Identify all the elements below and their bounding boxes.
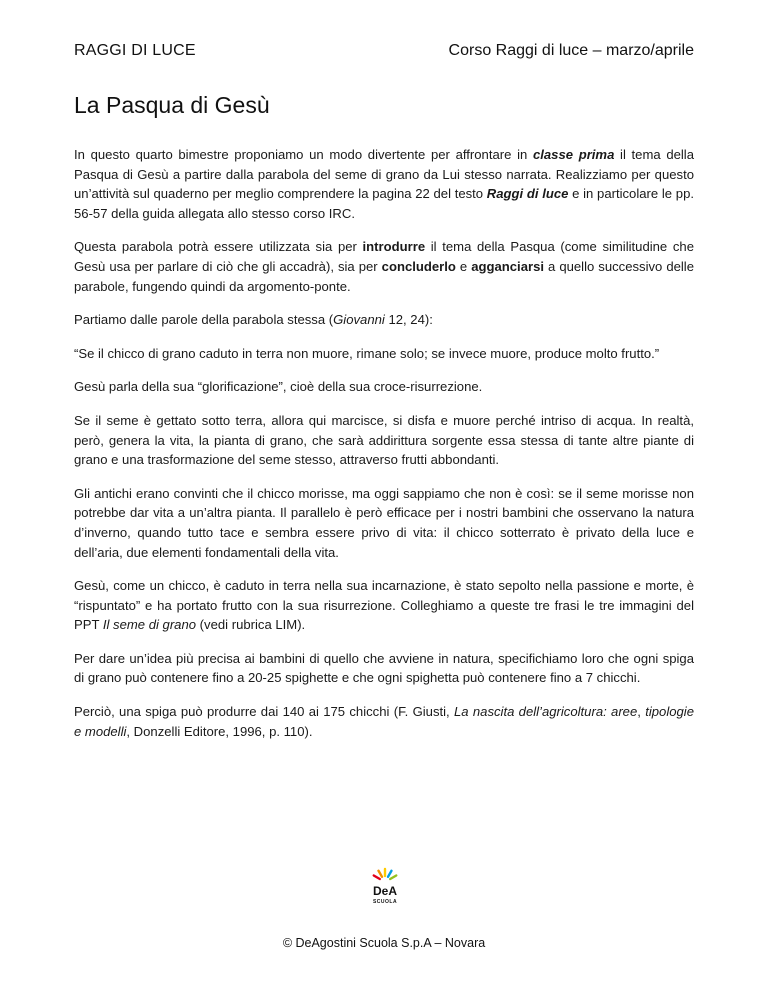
text-run: Partiamo dalle parole della parabola stessa ( [74,312,334,328]
paragraph-2 [74,237,694,296]
bold-introdurre: introdurre [362,239,426,255]
paragraph-4-quote: “Se il chicco di grano caduto in terra non muore, rimane solo; se invece muore, produce molto frutto.” [74,345,660,361]
logo-sub: SCUOLA [372,899,398,905]
italic-book-ref: La nascita dell’agricoltura: aree [454,704,638,720]
page-title: La Pasqua di Gesù [74,92,270,118]
emphasis-book-title: Raggi di luce [486,186,569,202]
paragraph-10 [74,702,694,741]
paragraph-7: Gli antichi erano convinti che il chicco morisse, ma oggi sappiamo che non è così: se il seme morisse non potrebbe dar vita a un’altra pianta. Il parallelo è però efficace per i nostri bambini che osservano la natura d’inverno, quando tutto tace e sembra essere privo di vita: il chicco sotterrato è privato della luce e dell’aria, due elementi fondamentali della vita. [74,485,694,560]
text-run: Gesù, come un chicco, è caduto in terra nella sua incarnazione, è stato sepolto nella passione e morte, è “rispuntato” e ha portato frutto con la sua risurrezione. Colleghiamo a queste tre frasi le tre immagini del PPT [74,578,694,633]
body-text [74,145,694,755]
text-run: Perciò, una spiga può produrre dai 140 ai 175 chicchi (F. Giusti, [74,704,454,720]
italic-book-ref-2: tipologie e modelli [74,704,694,739]
logo-ray [390,876,396,880]
logo-rays [374,869,397,879]
logo-mark: DeA [372,884,398,898]
italic-ppt-title: Il seme di grano [102,617,197,633]
text-run: il tema della Pasqua (come similitudine che Gesù usa per parlare di ciò che gli accadrà), sia per [74,239,694,274]
header-course: Corso Raggi di luce – marzo/aprile [448,42,694,59]
bold-concluderlo: concluderlo [381,258,456,274]
text-run: il tema della Pasqua di Gesù a partire dalla parabola del seme di grano da Lui stesso narrata. Realizziamo per questo un’attività sul quaderno per meglio comprendere la pagina 22 del testo [74,147,694,202]
text-run: e [455,258,472,274]
logo-ray [388,871,392,877]
text-run: (vedi rubrica LIM). [196,617,306,633]
bold-agganciarsi: agganciarsi [471,258,544,274]
paragraph-6: Se il seme è gettato sotto terra, allora qui marcisce, si disfa e muore perché intriso di acqua. In realtà, però, genera la vita, la pianta di grano, che sarà addirittura sorgente essa stessa di tante altre piante di grano e una trasformazione del seme stesso, attraverso frutti abbondanti. [74,412,694,468]
text-run: , Donzelli Editore, 1996, p. 110). [126,723,313,739]
paragraph-3 [74,310,694,330]
text-run: a quello successivo delle parabole, fungendo quindi da argomento-ponte. [74,258,694,294]
logo-ray [374,876,380,880]
paragraph-8 [74,576,694,635]
text-run: , [637,704,646,720]
paragraph-9: Per dare un’idea più precisa ai bambini di quello che avviene in natura, specifichiamo loro che ogni spiga di grano può contenere fino a 20-25 spighette e che ogni spighetta può contenere fino a 7 chicchi. [74,650,694,686]
text-run: In questo quarto bimestre proponiamo un modo divertente per affrontare in [74,147,533,162]
header-series: RAGGI DI LUCE [74,42,196,59]
text-run: Questa parabola potrà essere utilizzata sia per [74,239,363,255]
text-run: e in particolare le pp. 56-57 della guida allegata allo stesso corso IRC. [74,186,694,221]
paragraph-5: Gesù parla della sua “glorificazione”, cioè della sua croce-risurrezione. [74,379,483,395]
text-run: 12, 24): [384,312,433,328]
dea-scuola-logo [361,862,409,906]
paragraph-1 [74,145,694,223]
footer-copyright: © DeAgostini Scuola S.p.A – Novara [282,936,486,950]
emphasis-classe-prima: classe prima [532,147,615,162]
italic-giovanni: Giovanni [333,312,385,328]
logo-ray [379,871,383,877]
